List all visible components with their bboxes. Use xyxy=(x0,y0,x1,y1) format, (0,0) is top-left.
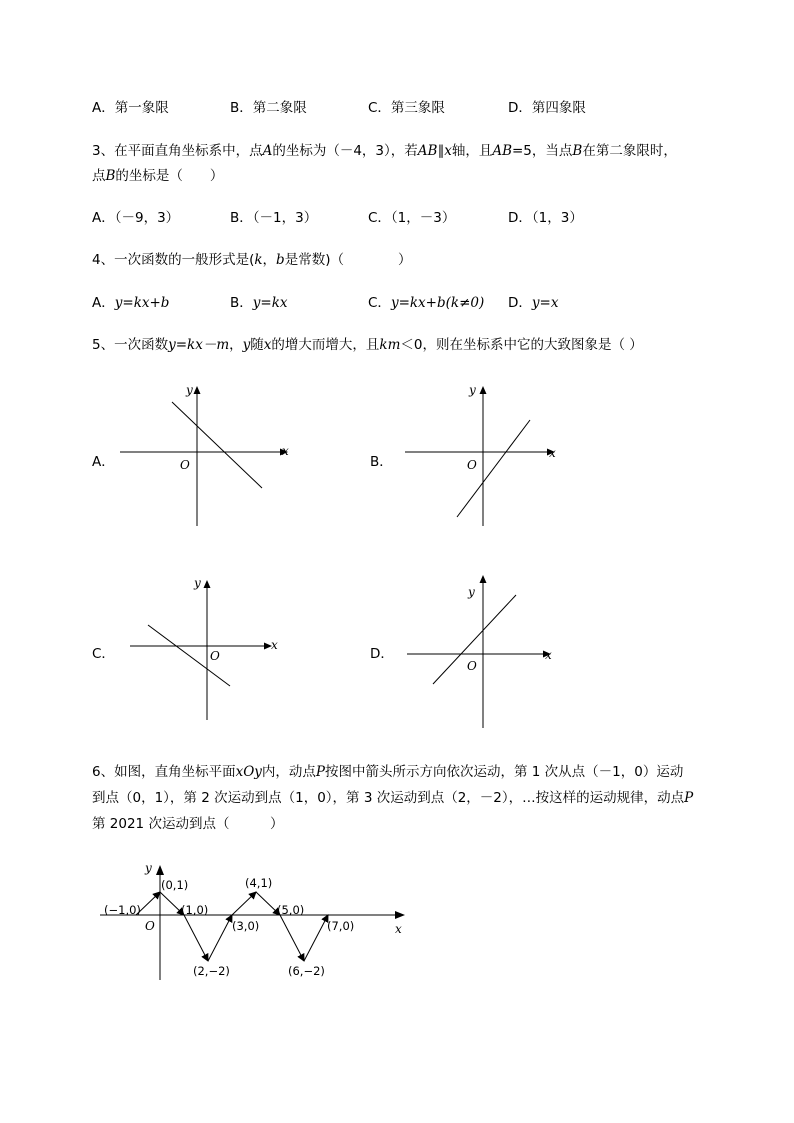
point-label-5: (3,0) xyxy=(232,919,260,933)
y-label: y xyxy=(145,861,152,875)
q3-option-c: C．（1，－3） xyxy=(368,210,456,226)
x-label: x xyxy=(271,638,278,652)
y-label: y xyxy=(469,383,476,397)
q4-stem: 4、一次函数的一般形式是(k，b是常数)（ ） xyxy=(92,252,412,268)
origin-label: O xyxy=(210,649,220,663)
q3-option-d: D．（1，3） xyxy=(508,210,583,226)
q4-option-b: B．y=kx xyxy=(230,295,288,311)
point-label-8: (6,−2) xyxy=(288,964,325,978)
graph-b[interactable] xyxy=(395,380,570,530)
origin-label: O xyxy=(180,458,190,472)
q5-stem: 5、一次函数y=kx－m，y随x的增大而增大，且km＜0，则在坐标系中它的大致图象是（ ） xyxy=(92,337,643,353)
q2-option-a: A．第一象限 xyxy=(92,100,169,116)
graph-a[interactable] xyxy=(110,380,300,530)
motion-segment-4 xyxy=(208,915,232,961)
point-label-2: (0,1) xyxy=(161,878,189,892)
y-axis-arrow xyxy=(204,580,211,588)
motion-segment-5 xyxy=(232,892,256,915)
point-label-9: (7,0) xyxy=(327,919,355,933)
point-label-1: (−1,0) xyxy=(104,903,141,917)
y-axis-arrow xyxy=(480,575,487,583)
x-label: x xyxy=(282,444,289,458)
point-label-4: (2,−2) xyxy=(193,964,230,978)
y-label: y xyxy=(186,383,193,397)
x-label: x xyxy=(545,648,552,662)
function-line xyxy=(172,402,262,488)
origin-label: O xyxy=(467,458,477,472)
graph-c-label: C． xyxy=(92,646,115,662)
origin-label: O xyxy=(145,919,155,933)
point-label-6: (4,1) xyxy=(245,876,273,890)
graph-d-label: D． xyxy=(370,646,394,662)
graph-b-label: B． xyxy=(370,454,393,470)
y-label: y xyxy=(468,585,475,599)
point-label-7: (5,0) xyxy=(277,903,305,917)
graph-c[interactable] xyxy=(118,572,298,722)
graph-d[interactable] xyxy=(395,572,570,732)
q2-option-c: C．第三象限 xyxy=(368,100,445,116)
q2-option-d: D．第四象限 xyxy=(508,100,586,116)
y-axis-arrow xyxy=(194,386,201,394)
x-label: x xyxy=(395,922,402,936)
y-label: y xyxy=(194,576,201,590)
q6-stem-line3: 第 2021 次运动到点（ ） xyxy=(92,816,284,832)
q6-stem-line2: 到点（0，1），第 2 次运动到点（1，0），第 3 次运动到点（2，－2），…按这样的运动规律，动点P xyxy=(92,790,694,806)
point-label-3: (1,0) xyxy=(181,903,209,917)
motion-segment-8 xyxy=(304,915,328,961)
q6-motion-diagram[interactable] xyxy=(95,855,415,985)
q6-stem-line1: 6、如图，直角坐标平面xOy内，动点P按图中箭头所示方向依次运动，第 1 次从点（－1，0）运动 xyxy=(92,764,684,780)
y-axis-arrow xyxy=(480,386,487,394)
q2-option-b: B．第二象限 xyxy=(230,100,307,116)
x-label: x xyxy=(549,446,556,460)
q4-option-c: C．y=kx+b(k≠0) xyxy=(368,295,485,311)
q3-stem-line2: 点B的坐标是（ ） xyxy=(92,168,224,184)
q3-stem-line1: 3、在平面直角坐标系中，点A的坐标为（－4，3），若AB∥x轴，且AB=5，当点B在第二象限时， xyxy=(92,143,677,159)
q3-option-a: A．（－9，3） xyxy=(92,210,180,226)
q4-option-d: D．y=x xyxy=(508,295,559,311)
origin-label: O xyxy=(467,659,477,673)
motion-segment-3 xyxy=(184,915,208,961)
motion-segment-7 xyxy=(280,915,304,961)
y-axis-arrow xyxy=(156,865,164,875)
x-axis-arrow xyxy=(395,911,405,919)
graph-a-label: A． xyxy=(92,454,115,470)
q4-option-a: A．y=kx+b xyxy=(92,295,170,311)
q3-option-b: B．（－1，3） xyxy=(230,210,318,226)
